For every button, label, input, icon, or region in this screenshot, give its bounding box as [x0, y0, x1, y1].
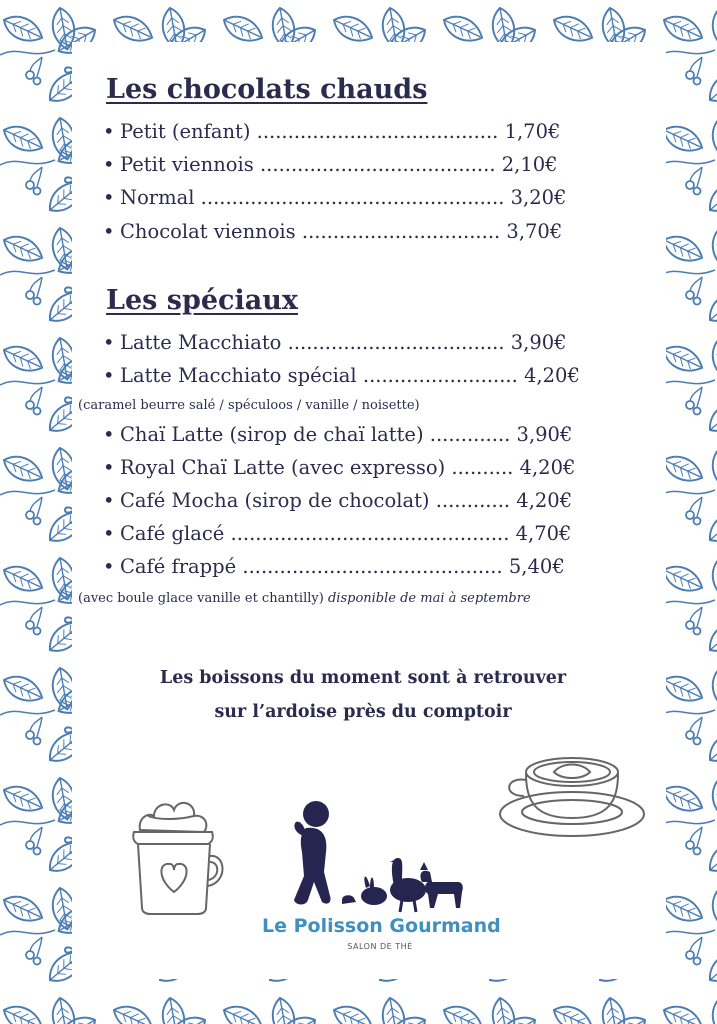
menu-item: • Latte Macchiato spécial ......................... 4,20€ — [103, 364, 580, 387]
section-title-speciaux: Les spéciaux — [106, 285, 298, 316]
menu-item: • Café frappé .......................................... 5,40€ — [103, 555, 565, 578]
menu-item: • Chocolat viennois ................................ 3,70€ — [103, 220, 563, 243]
message-line-2: sur l’ardoise près du comptoir — [214, 702, 512, 722]
menu-item: • Petit (enfant) ....................................... 1,70€ — [103, 120, 561, 143]
logo-subtitle: SALON DE THÉ — [347, 942, 413, 951]
menu-item: • Petit viennois ...................................... 2,10€ — [103, 153, 558, 176]
hot-chocolate-mug-icon — [118, 790, 228, 920]
item-note: (avec boule glace vanille et chantilly) disponible de mai à septembre — [78, 591, 531, 606]
menu-item: • Normal ................................................. 3,20€ — [103, 186, 567, 209]
menu-item: • Latte Macchiato ................................... 3,90€ — [103, 331, 567, 354]
availability-note: disponible de mai à septembre — [327, 591, 531, 606]
menu-item: • Chaï Latte (sirop de chaï latte) ............. 3,90€ — [103, 423, 573, 446]
menu-item: • Café Mocha (sirop de chocolat) ............ 4,20€ — [103, 489, 573, 512]
menu-item: • Café glacé ............................................. 4,70€ — [103, 522, 572, 545]
section-title-chocolats: Les chocolats chauds — [106, 74, 428, 105]
child-and-animals-silhouette-icon — [282, 796, 472, 916]
menu-item: • Royal Chaï Latte (avec expresso) .......... 4,20€ — [103, 456, 576, 479]
item-note: (caramel beurre salé / spéculoos / vanille / noisette) — [78, 398, 420, 413]
cappuccino-cup-icon — [496, 752, 648, 844]
logo-name: Le Polisson Gourmand — [262, 915, 501, 937]
message-line-1: Les boissons du moment sont à retrouver — [159, 668, 567, 688]
